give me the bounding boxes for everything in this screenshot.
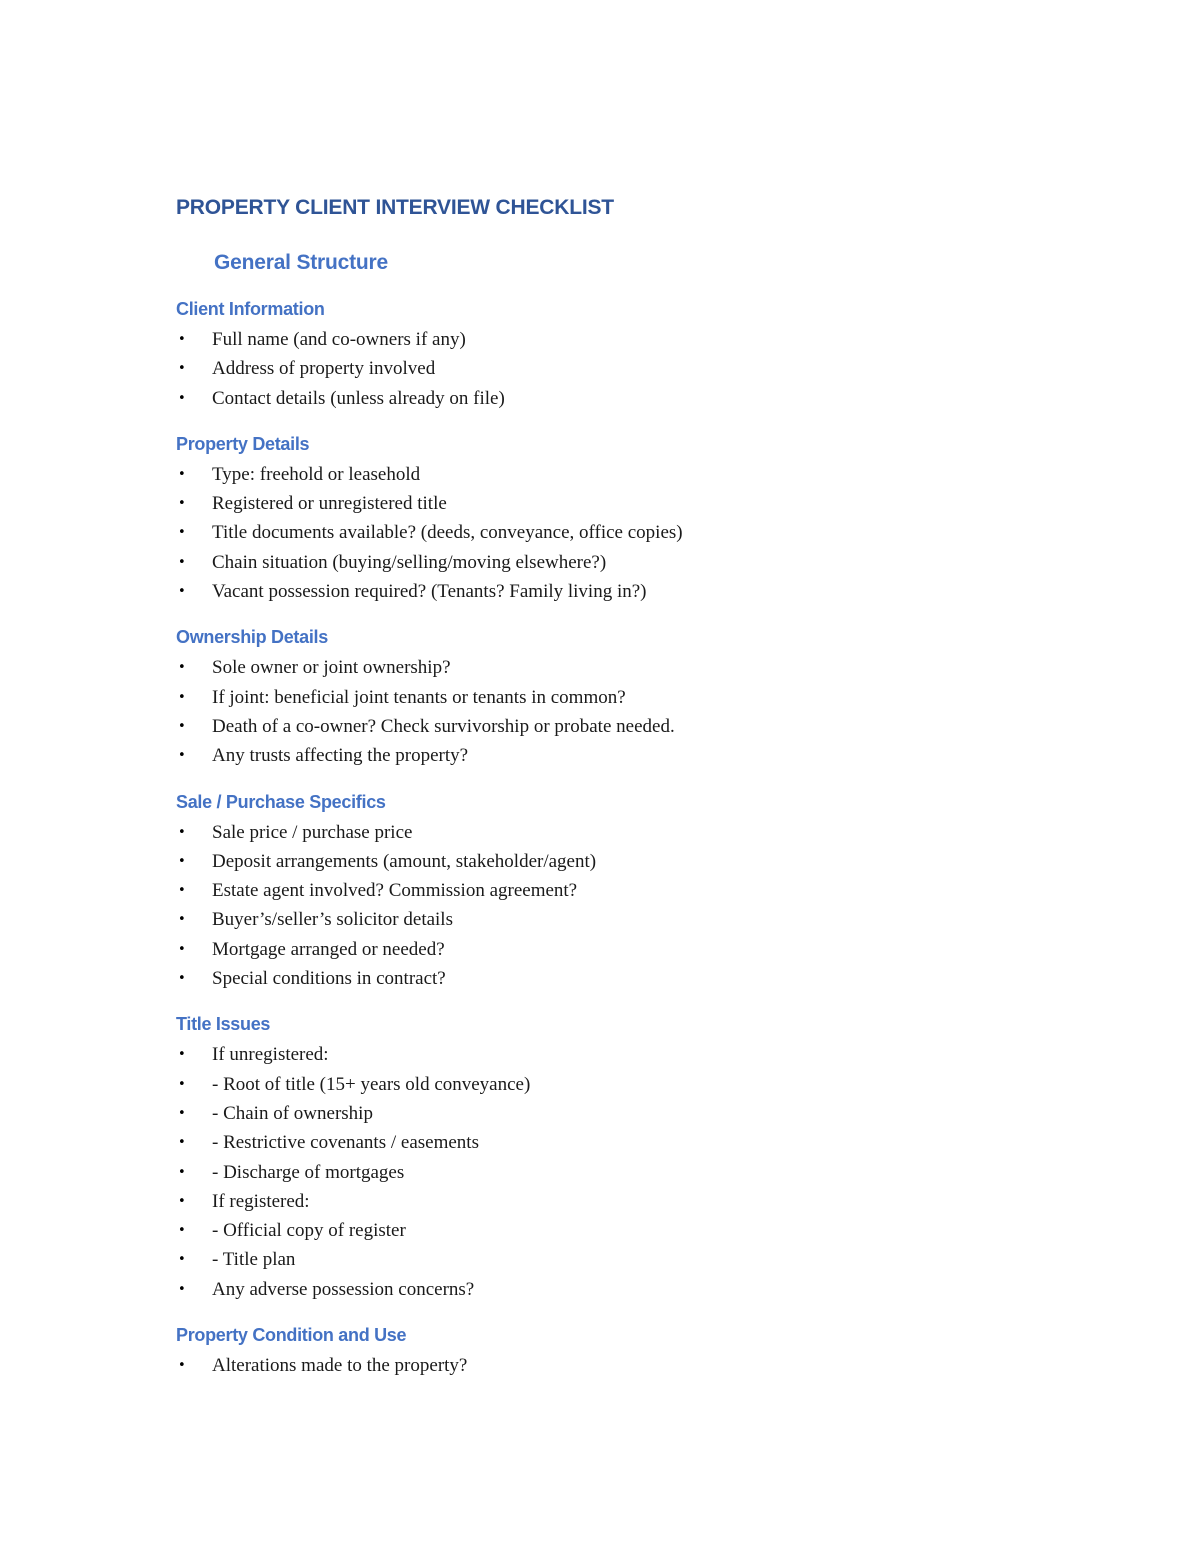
section-heading: Sale / Purchase Specifics (176, 791, 386, 812)
section-heading: Property Condition and Use (176, 1325, 407, 1346)
bullet-icon: • (178, 1047, 186, 1063)
section (176, 294, 1076, 413)
document-title: PROPERTY CLIENT INTERVIEW CHECKLIST (176, 196, 614, 219)
list-item-text: Registered or unregistered title (212, 493, 447, 515)
sections-container (176, 294, 1076, 1380)
list-item (176, 1158, 1076, 1187)
section-heading: Title Issues (176, 1014, 271, 1035)
bullet-icon: • (178, 824, 186, 840)
section-heading: Ownership Details (176, 627, 328, 648)
list-item (176, 1099, 1076, 1128)
list-item-text: Contact details (unless already on file) (212, 387, 505, 409)
list-item-text: Address of property involved (212, 358, 436, 380)
bullet-list (176, 460, 1076, 606)
bullet-icon: • (178, 361, 186, 377)
list-item-text: Mortgage arranged or needed? (212, 938, 445, 960)
list-item-text: - Restrictive covenants / easements (212, 1132, 479, 1154)
list-item-text: Type: freehold or leasehold (212, 463, 421, 485)
bullet-icon: • (178, 390, 186, 406)
bullet-icon: • (178, 1358, 186, 1374)
list-item-text: Chain situation (buying/selling/moving elsewhere?) (212, 551, 607, 573)
list-item-text: Vacant possession required? (Tenants? Family living in?) (212, 581, 647, 603)
list-item-text: Any trusts affecting the property? (212, 745, 469, 767)
list-item (176, 683, 1076, 712)
list-item (176, 905, 1076, 934)
list-item (176, 741, 1076, 770)
list-item (176, 1187, 1076, 1216)
list-item (176, 847, 1076, 876)
list-item (176, 935, 1076, 964)
bullet-list (176, 325, 1076, 413)
list-item (176, 1351, 1076, 1380)
list-item-text: If joint: beneficial joint tenants or tenants in common? (212, 686, 626, 708)
bullet-icon: • (178, 1281, 186, 1297)
list-item-text: Alterations made to the property? (212, 1355, 468, 1377)
bullet-icon: • (178, 1164, 186, 1180)
list-item-text: - Chain of ownership (212, 1102, 373, 1124)
list-item-text: Deposit arrangements (amount, stakeholder/agent) (212, 850, 597, 872)
bullet-icon: • (178, 853, 186, 869)
list-item-text: - Title plan (212, 1249, 296, 1271)
section (176, 1009, 1076, 1304)
bullet-icon: • (178, 971, 186, 987)
list-item-text: Full name (and co-owners if any) (212, 329, 466, 350)
bullet-icon: • (178, 554, 186, 570)
list-item (176, 489, 1076, 518)
bullet-icon: • (178, 941, 186, 957)
bullet-icon: • (178, 660, 186, 676)
list-item (176, 384, 1076, 413)
list-item-text: Sole owner or joint ownership? (212, 657, 451, 679)
list-item-text: Title documents available? (deeds, conveyance, office copies) (212, 522, 683, 544)
section-heading: Client Information (176, 299, 325, 319)
bullet-icon: • (178, 1223, 186, 1239)
section (176, 787, 1076, 994)
document-subtitle: General Structure (214, 251, 388, 274)
list-item (176, 325, 1076, 354)
list-item-text: Death of a co-owner? Check survivorship or probate needed. (212, 715, 675, 737)
list-item (176, 818, 1076, 847)
list-item (176, 964, 1076, 993)
section (176, 429, 1076, 606)
list-item (176, 712, 1076, 741)
list-item (176, 518, 1076, 547)
document-content (176, 190, 1076, 1380)
list-item (176, 1128, 1076, 1157)
bullet-icon: • (178, 466, 186, 482)
list-item-text: Special conditions in contract? (212, 968, 446, 990)
list-item (176, 460, 1076, 489)
bullet-icon: • (178, 748, 186, 764)
section-heading: Property Details (176, 433, 310, 454)
list-item (176, 1275, 1076, 1304)
bullet-icon: • (178, 912, 186, 928)
list-item-text: Any adverse possession concerns? (212, 1278, 475, 1300)
bullet-icon: • (178, 332, 186, 347)
bullet-icon: • (178, 1105, 186, 1121)
list-item (176, 1040, 1076, 1069)
bullet-icon: • (178, 584, 186, 600)
bullet-icon: • (178, 1252, 186, 1268)
bullet-list (176, 653, 1076, 770)
bullet-icon: • (178, 883, 186, 899)
section (176, 622, 1076, 770)
list-item (176, 653, 1076, 682)
bullet-icon: • (178, 1135, 186, 1151)
bullet-list (176, 818, 1076, 994)
list-item-text: - Discharge of mortgages (212, 1161, 405, 1183)
list-item-text: Buyer’s/seller’s solicitor details (212, 909, 453, 931)
list-item (176, 354, 1076, 383)
bullet-icon: • (178, 525, 186, 541)
section (176, 1320, 1076, 1380)
list-item (176, 1245, 1076, 1274)
list-item-text: If unregistered: (212, 1044, 329, 1066)
list-item-text: - Official copy of register (212, 1220, 406, 1242)
bullet-icon: • (178, 496, 186, 512)
list-item-text: Estate agent involved? Commission agreement? (212, 880, 578, 902)
list-item (176, 1216, 1076, 1245)
list-item (176, 577, 1076, 606)
bullet-icon: • (178, 1076, 186, 1092)
bullet-icon: • (178, 718, 186, 734)
list-item-text: Sale price / purchase price (212, 821, 413, 843)
list-item (176, 876, 1076, 905)
list-item-text: If registered: (212, 1190, 310, 1212)
bullet-icon: • (178, 689, 186, 705)
bullet-list (176, 1040, 1076, 1304)
bullet-list (176, 1351, 1076, 1380)
list-item-text: - Root of title (15+ years old conveyance) (212, 1073, 531, 1095)
bullet-icon: • (178, 1193, 186, 1209)
list-item (176, 1070, 1076, 1099)
list-item (176, 548, 1076, 577)
